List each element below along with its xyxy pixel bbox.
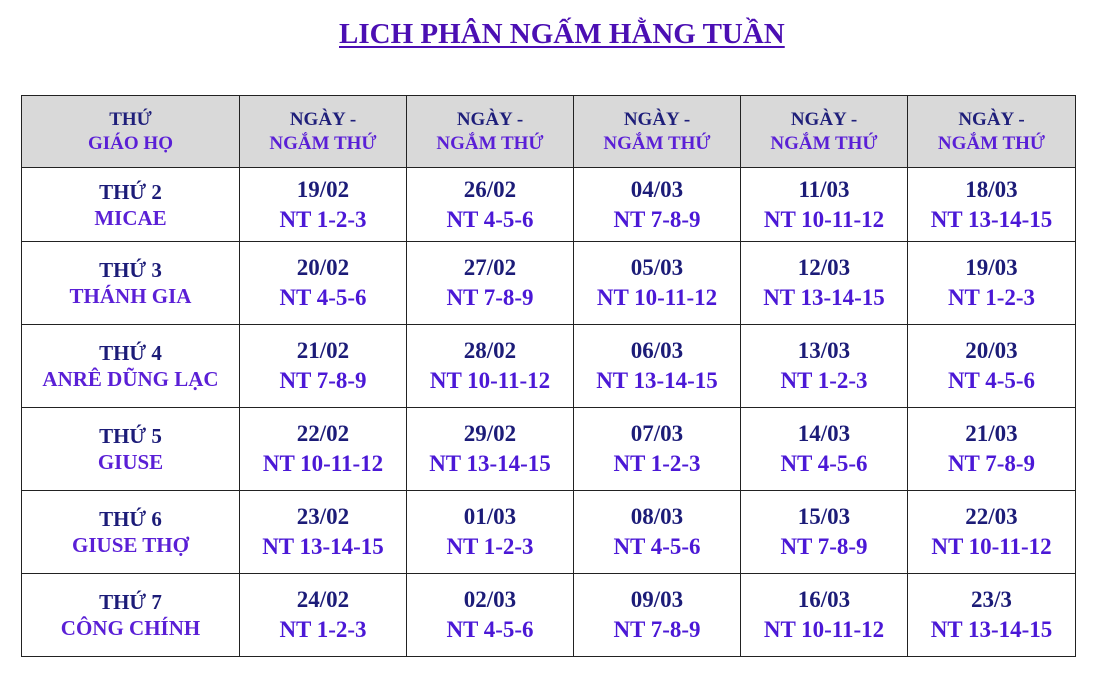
schedule-cell [741, 168, 908, 242]
mystery-label: NT 1-2-3 [613, 451, 701, 476]
schedule-cell [908, 242, 1076, 325]
weekday-label: THỨ 2 [99, 179, 162, 204]
header-cell-week-5 [908, 96, 1076, 168]
table-row [22, 242, 1076, 325]
weekday-label: THỨ 4 [99, 341, 162, 365]
day-cell [22, 325, 240, 408]
schedule-cell [574, 325, 741, 408]
header-date-label: NGÀY - [289, 108, 357, 130]
date-label: 18/03 [965, 176, 1018, 202]
date-label: 22/02 [296, 421, 350, 446]
mystery-label: NT 13-14-15 [262, 534, 384, 559]
header-cell-week-3 [574, 96, 741, 168]
date-label: 26/02 [463, 176, 517, 202]
schedule-table [21, 95, 1076, 657]
mystery-label: NT 13-14-15 [596, 368, 718, 393]
mystery-label: NT 7-8-9 [446, 285, 534, 310]
mystery-label: NT 1-2-3 [446, 534, 534, 559]
schedule-cell [574, 574, 741, 657]
parish-label: MICAE [94, 205, 167, 230]
date-label: 09/03 [630, 587, 684, 612]
schedule-cell [741, 325, 908, 408]
header-cell-day [22, 96, 240, 168]
mystery-label: NT 10-11-12 [262, 451, 384, 476]
date-label: 21/03 [965, 421, 1018, 446]
header-mystery-label: NGẮM THỨ [770, 132, 878, 154]
mystery-label: NT 10-11-12 [429, 368, 551, 393]
date-label: 11/03 [798, 176, 850, 202]
parish-label: GIUSE [97, 450, 164, 474]
schedule-cell [240, 491, 407, 574]
day-cell [22, 408, 240, 491]
schedule-cell [908, 168, 1076, 242]
mystery-label: NT 4-5-6 [613, 534, 701, 559]
table-row [22, 491, 1076, 574]
mystery-label: NT 10-11-12 [763, 206, 885, 232]
schedule-cell [908, 325, 1076, 408]
schedule-cell [407, 242, 574, 325]
header-mystery-label: NGẮM THỨ [937, 132, 1046, 154]
date-label: 19/02 [296, 176, 350, 202]
parish-label: ANRÊ DŨNG LẠC [42, 367, 219, 391]
mystery-label: NT 7-8-9 [613, 206, 701, 232]
table-row [22, 574, 1076, 657]
header-mystery-label: NGẮM THỨ [269, 132, 377, 154]
mystery-label: NT 10-11-12 [931, 534, 1052, 559]
parish-label: THÁNH GIA [69, 284, 192, 308]
date-label: 29/02 [463, 421, 517, 446]
header-day-label: THỨ [109, 108, 152, 130]
header-date-label: NGÀY - [958, 108, 1025, 130]
schedule-cell [407, 168, 574, 242]
mystery-label: NT 13-14-15 [429, 451, 551, 476]
mystery-label: NT 10-11-12 [596, 285, 718, 310]
header-row [22, 96, 1076, 168]
mystery-label: NT 4-5-6 [446, 206, 534, 232]
date-label: 13/03 [797, 338, 851, 363]
table-row [22, 408, 1076, 491]
date-label: 07/03 [630, 421, 684, 446]
date-label: 20/03 [965, 338, 1018, 363]
weekday-label: THỨ 5 [99, 424, 162, 448]
header-date-label: NGÀY - [790, 108, 858, 130]
weekday-label: THỨ 7 [99, 590, 162, 614]
header-cell-week-4 [741, 96, 908, 168]
day-cell [22, 574, 240, 657]
schedule-cell [240, 325, 407, 408]
date-label: 02/03 [463, 587, 517, 612]
table-row [22, 325, 1076, 408]
schedule-cell [574, 242, 741, 325]
mystery-label: NT 7-8-9 [613, 617, 701, 642]
header-date-label: NGÀY - [623, 108, 691, 130]
schedule-cell [908, 408, 1076, 491]
date-label: 15/03 [797, 504, 851, 529]
day-cell [22, 491, 240, 574]
weekday-label: THỨ 6 [99, 507, 162, 531]
schedule-cell [240, 408, 407, 491]
schedule-cell [908, 491, 1076, 574]
day-cell [22, 168, 240, 242]
date-label: 16/03 [797, 587, 851, 612]
header-mystery-label: NGẮM THỨ [436, 132, 544, 154]
date-label: 28/02 [463, 338, 517, 363]
mystery-label: NT 7-8-9 [947, 451, 1036, 476]
schedule-cell [240, 242, 407, 325]
schedule-cell [407, 408, 574, 491]
schedule-cell [908, 574, 1076, 657]
mystery-label: NT 13-14-15 [763, 285, 885, 310]
mystery-label: NT 4-5-6 [279, 285, 367, 310]
table-row [22, 168, 1076, 242]
schedule-cell [574, 408, 741, 491]
mystery-label: NT 4-5-6 [446, 617, 534, 642]
mystery-label: NT 4-5-6 [947, 368, 1036, 393]
date-label: 19/03 [965, 255, 1018, 280]
schedule-cell [741, 408, 908, 491]
day-cell [22, 242, 240, 325]
date-label: 08/03 [630, 504, 684, 529]
mystery-label: NT 10-11-12 [763, 617, 885, 642]
date-label: 04/03 [630, 176, 684, 202]
header-mystery-label: NGẮM THỨ [603, 132, 711, 154]
date-label: 27/02 [463, 255, 517, 280]
header-date-label: NGÀY - [456, 108, 524, 130]
table-header [22, 96, 1076, 168]
date-label: 12/03 [797, 255, 851, 280]
mystery-label: NT 1-2-3 [279, 617, 367, 642]
date-label: 01/03 [463, 504, 517, 529]
mystery-label: NT 1-2-3 [279, 206, 367, 232]
schedule-cell [240, 574, 407, 657]
schedule-cell [741, 574, 908, 657]
date-label: 22/03 [965, 504, 1018, 529]
date-label: 20/02 [296, 255, 350, 280]
mystery-label: NT 13-14-15 [930, 206, 1053, 232]
mystery-label: NT 4-5-6 [780, 451, 868, 476]
mystery-label: NT 7-8-9 [780, 534, 868, 559]
schedule-cell [240, 168, 407, 242]
mystery-label: NT 1-2-3 [947, 285, 1036, 310]
page-title: LICH PHÂN NGẤM HẰNG TUẦN [339, 18, 785, 50]
weekday-label: THỨ 3 [99, 258, 162, 282]
schedule-cell [741, 242, 908, 325]
schedule-cell [407, 491, 574, 574]
date-label: 21/02 [296, 338, 350, 363]
header-cell-week-1 [240, 96, 407, 168]
header-parish-label: GIÁO HỌ [88, 132, 173, 154]
schedule-cell [741, 491, 908, 574]
schedule-cell [574, 168, 741, 242]
mystery-label: NT 7-8-9 [279, 368, 367, 393]
date-label: 06/03 [630, 338, 684, 363]
date-label: 23/02 [296, 504, 350, 529]
schedule-cell [574, 491, 741, 574]
date-label: 24/02 [296, 587, 350, 612]
mystery-label: NT 1-2-3 [780, 368, 868, 393]
date-label: 05/03 [630, 255, 684, 280]
date-label: 14/03 [797, 421, 851, 446]
schedule-cell [407, 325, 574, 408]
parish-label: GIUSE THỢ [72, 533, 189, 557]
header-cell-week-2 [407, 96, 574, 168]
schedule-cell [407, 574, 574, 657]
parish-label: CÔNG CHÍNH [60, 616, 201, 640]
table-body [22, 168, 1076, 657]
mystery-label: NT 13-14-15 [930, 617, 1053, 642]
date-label: 23/3 [971, 587, 1012, 612]
